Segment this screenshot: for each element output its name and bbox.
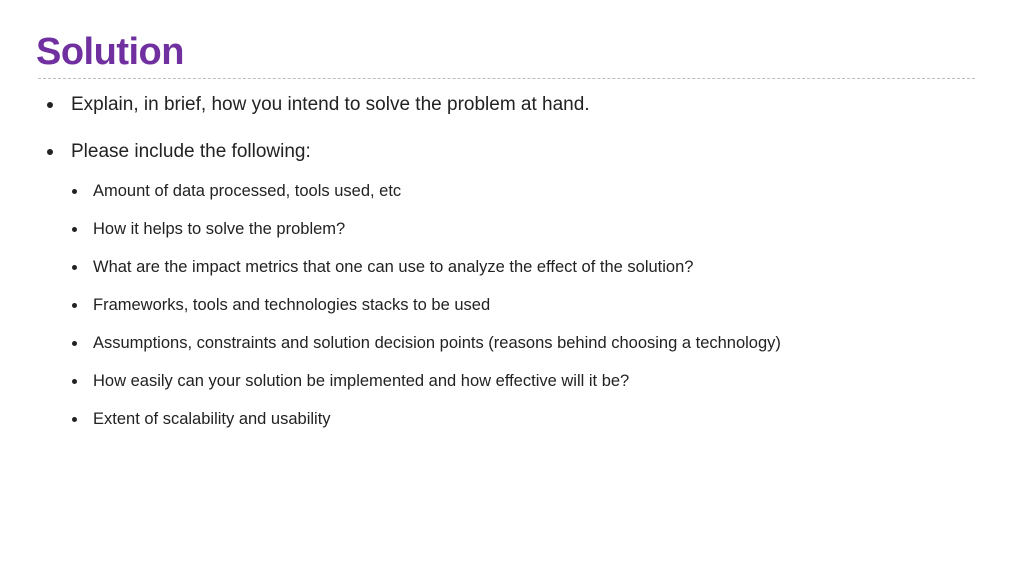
bullet-dot-icon [72,265,77,270]
bullet-dot-icon [47,149,53,155]
sub-bullet-text: What are the impact metrics that one can use to analyze the effect of the solution? [93,258,694,276]
bullet-dot-icon [72,189,77,194]
sub-bullet-text: Assumptions, constraints and solution decision points (reasons behind choosing a technology) [93,334,781,352]
sub-bullet-text: How easily can your solution be implemented and how effective will it be? [93,372,630,390]
bullet-text: Explain, in brief, how you intend to solve the problem at hand. [71,94,590,115]
bullet-dot-icon [72,379,77,384]
bullet-dot-icon [72,417,77,422]
slide-title: Solution [36,31,184,73]
bullet-dot-icon [72,227,77,232]
title-divider [38,78,975,79]
sub-bullet-text: Frameworks, tools and technologies stacks to be used [93,296,491,314]
bullet-dot-icon [47,102,53,108]
bullet-dot-icon [72,341,77,346]
bullet-text: Please include the following: [71,141,311,162]
bullet-dot-icon [72,303,77,308]
sub-bullet-text: Extent of scalability and usability [93,410,331,428]
sub-bullet-text: Amount of data processed, tools used, etc [93,182,402,200]
sub-bullet-text: How it helps to solve the problem? [93,220,346,238]
